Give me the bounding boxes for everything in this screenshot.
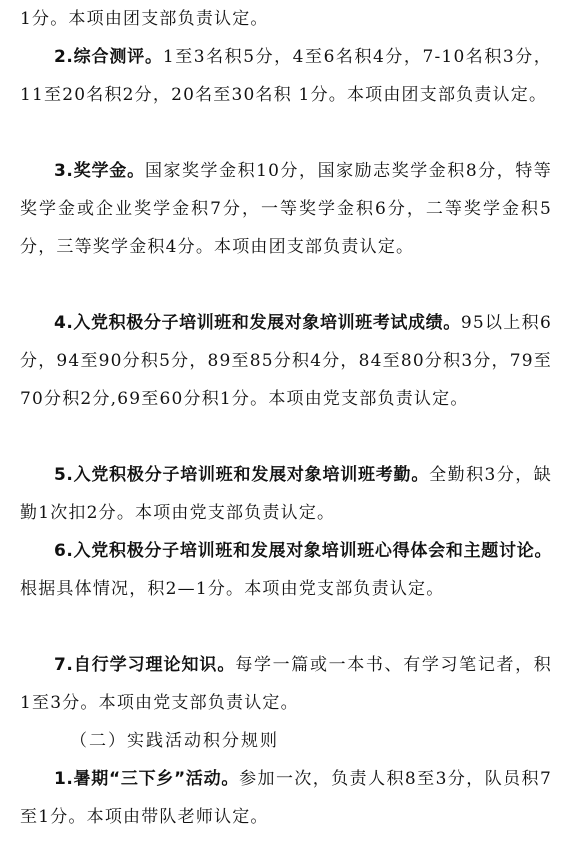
section-heading: （二）实践活动积分规则: [70, 731, 279, 751]
rule-text: 全勤积3分，缺勤1次扣2分。本项由党支部负责认定。: [20, 465, 552, 523]
rule-text: 国家奖学金积10分，国家励志奖学金积8分，特等奖学金或企业奖学金积7分，一等奖学金积6分，二等奖学金积5分，三等奖学金积4分。本项由团支部负责认定。: [20, 161, 552, 257]
rule-text: 根据具体情况，积2—1分。本项由党支部负责认定。: [20, 579, 445, 599]
rule-text: 95以上积6分，94至90分积5分，89至85分积4分，84至80分积3分，79至70分积2分,69至60分积1分。本项由党支部负责认定。: [20, 313, 552, 409]
rule-heading: 7.自行学习理论知识。: [54, 655, 236, 675]
paragraph-text: 1分。本项由团支部负责认定。: [20, 9, 269, 29]
rule-heading: 5.入党积极分子培训班和发展对象培训班考勤。: [54, 465, 430, 485]
rule-item-7-self-study: [20, 646, 552, 722]
rule-heading: 1.暑期“三下乡”活动。: [54, 769, 240, 789]
rule-heading: 6.入党积极分子培训班和发展对象培训班心得体会和主题讨论。: [54, 541, 552, 561]
rule-item-3-scholarship: [20, 152, 552, 266]
rule-text: 每学一篇或一本书、有学习笔记者，积1至3分。本项由党支部负责认定。: [20, 655, 552, 713]
rule-text: 1至3名积5分，4至6名积4分，7-10名积3分，11至20名积2分，20名至30名积 1分。本项由团支部负责认定。: [20, 47, 552, 105]
rule-heading: 3.奖学金。: [54, 161, 145, 181]
practice-item-1-summer-activity: [20, 760, 552, 836]
paragraph-fragment: [20, 0, 552, 38]
rule-item-5-attendance: [20, 456, 552, 532]
rule-text: 参加一次，负责人积8至3分，队员积7至1分。本项由带队老师认定。: [20, 769, 552, 827]
rule-item-2-comprehensive-evaluation: [20, 38, 552, 114]
rule-item-4-exam-scores: [20, 304, 552, 418]
rule-heading: 4.入党积极分子培训班和发展对象培训班考试成绩。: [54, 313, 461, 333]
rule-item-6-reflection-discussion: [20, 532, 552, 608]
rule-heading: 2.综合测评。: [54, 47, 163, 67]
